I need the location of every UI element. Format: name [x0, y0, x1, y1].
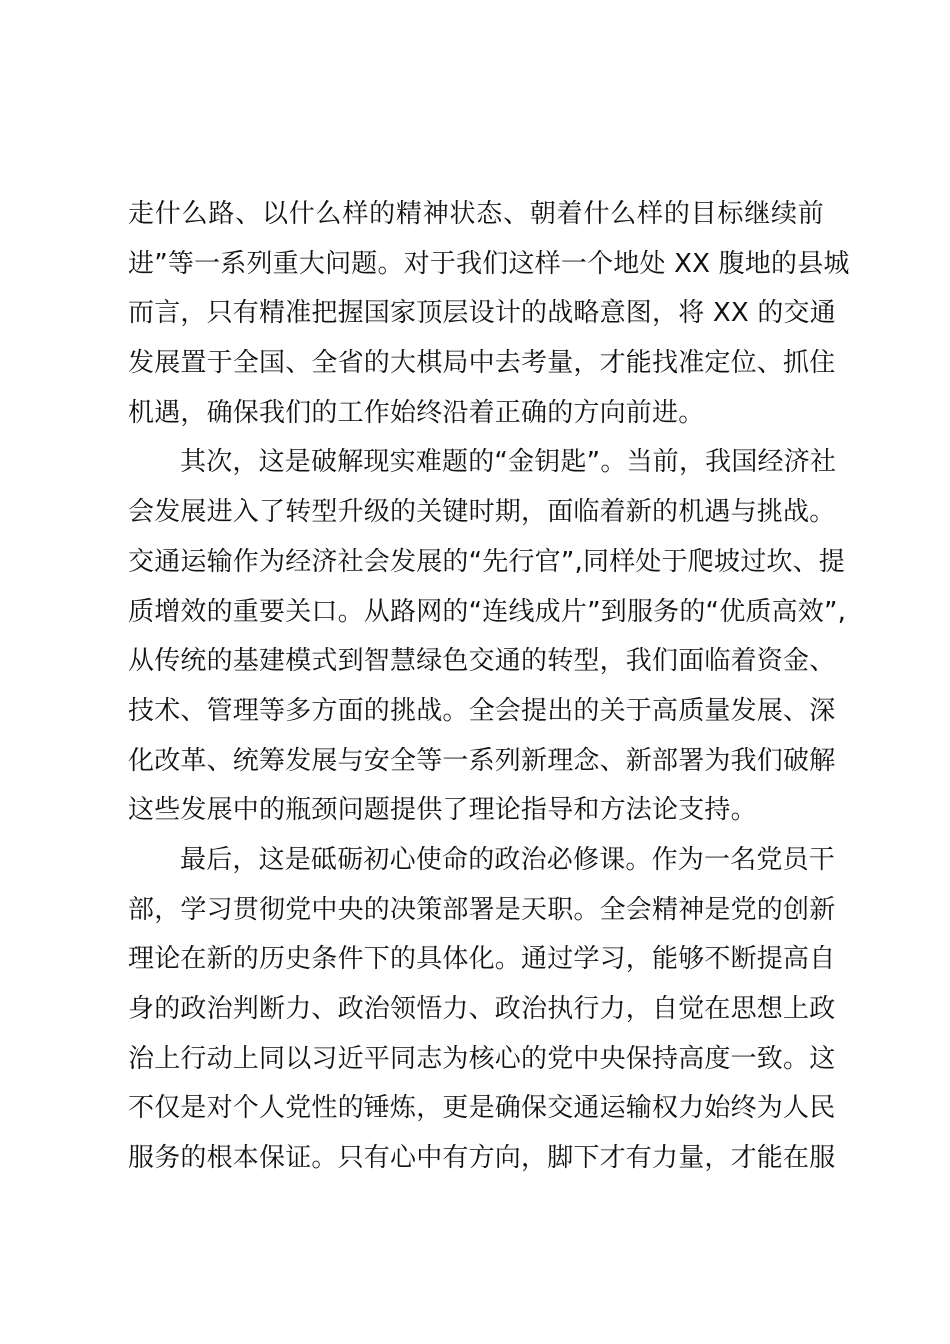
body-text — [128, 190, 850, 1184]
text-line: 身的政治判断力、政治领悟力、政治执行力，自觉在思想上政 — [128, 994, 836, 1024]
text-line: 而言，只有精准把握国家顶层设计的战略意图，将 XX 的交通 — [128, 298, 836, 329]
text-line: 治上行动上同以习近平同志为核心的党中央保持高度一致。这 — [128, 1043, 836, 1074]
text-line: 服务的根本保证。只有心中有方向，脚下才有力量，才能在服 — [128, 1143, 836, 1174]
paragraph-first-line: 最后，这是砥砺初心使命的政治必修课。作为一名党员干 — [180, 844, 836, 875]
text-line: 从传统的基建模式到智慧绿色交通的转型，我们面临着资金、 — [128, 646, 836, 677]
text-line: 质增效的重要关口。从路网的“连线成片”到服务的“优质高效”, — [128, 596, 847, 627]
text-line: 这些发展中的瓶颈问题提供了理论指导和方法论支持。 — [128, 795, 757, 826]
text-line: 交通运输作为经济社会发展的“先行官”,同样处于爬坡过坎、提 — [128, 546, 846, 577]
text-line: 不仅是对个人党性的锤炼，更是确保交通运输权力始终为人民 — [128, 1093, 836, 1124]
text-line: 发展置于全国、全省的大棋局中去考量，才能找准定位、抓住 — [128, 348, 836, 379]
paragraph-first-line: 其次，这是破解现实难题的“金钥匙”。当前，我国经济社 — [180, 447, 837, 478]
text-line: 理论在新的历史条件下的具体化。通过学习，能够不断提高自 — [128, 944, 836, 975]
text-line: 进”等一系列重大问题。对于我们这样一个地处 XX 腹地的县城 — [128, 248, 850, 279]
text-line: 部，学习贯彻党中央的决策部署是天职。全会精神是党的创新 — [128, 894, 836, 925]
text-line: 技术、管理等多方面的挑战。全会提出的关于高质量发展、深 — [128, 695, 836, 726]
text-line: 走什么路、以什么样的精神状态、朝着什么样的目标继续前 — [128, 199, 824, 229]
text-line: 化改革、统筹发展与安全等一系列新理念、新部署为我们破解 — [128, 745, 836, 776]
text-line: 会发展进入了转型升级的关键时期，面临着新的机遇与挑战。 — [128, 497, 836, 528]
text-line: 机遇，确保我们的工作始终沿着正确的方向前进。 — [128, 397, 705, 428]
